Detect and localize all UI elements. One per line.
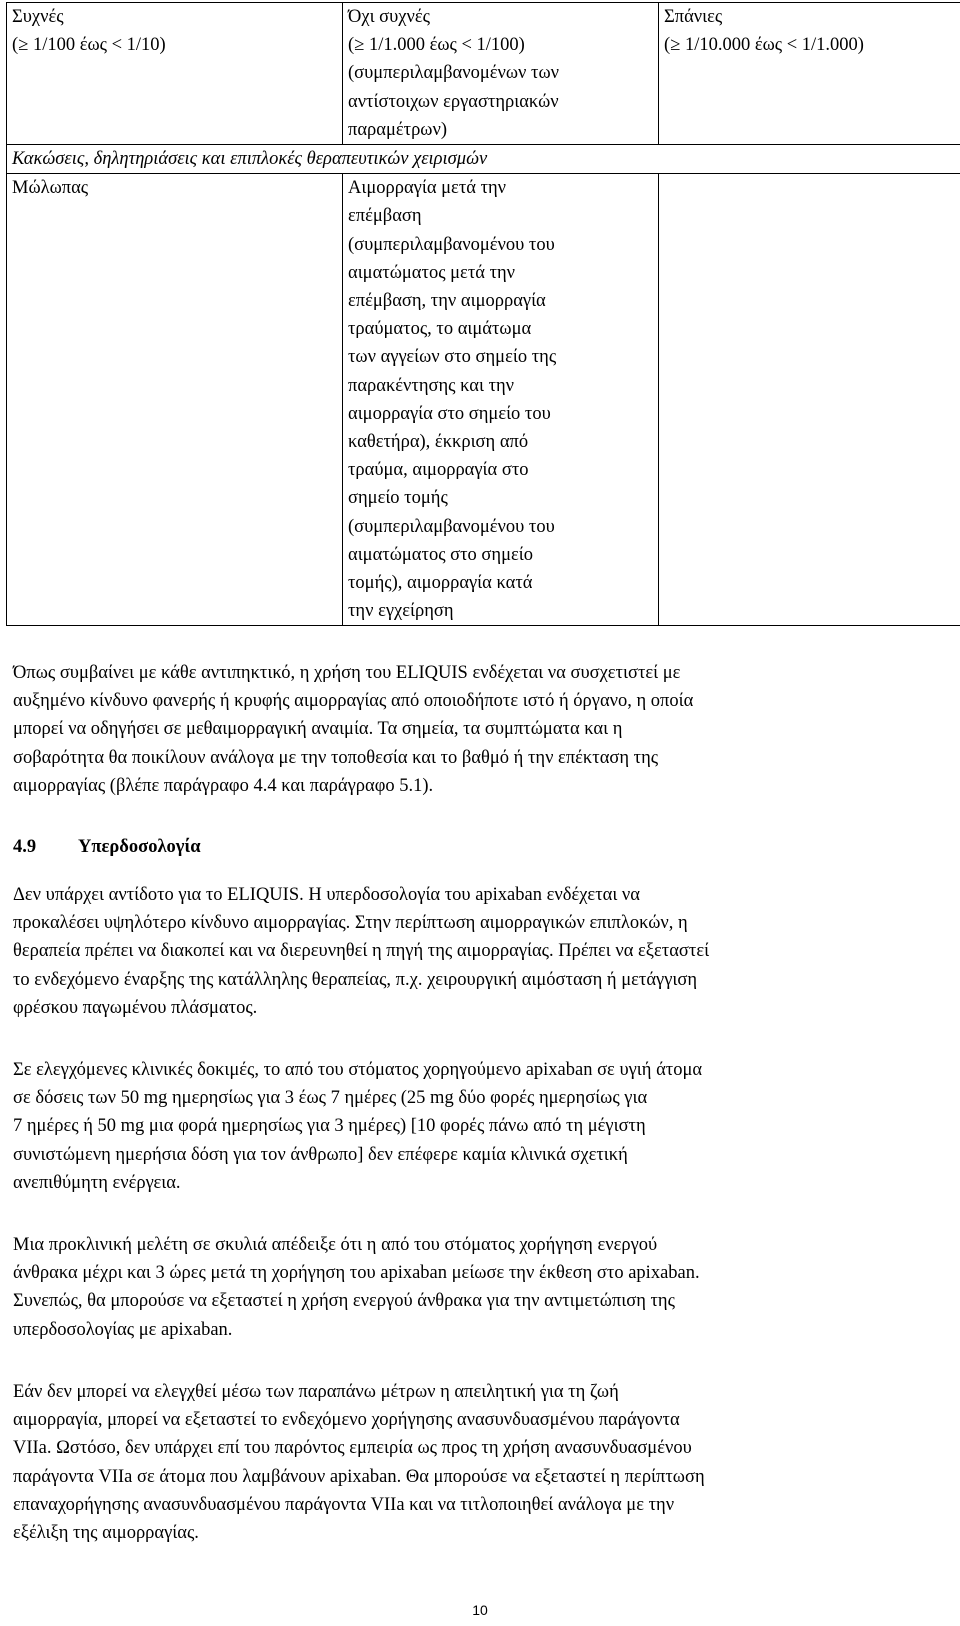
paragraph-no-antidote: Δεν υπάρχει αντίδοτο για το ELIQUIS. Η υπερδοσολογία του apixaban ενδέχεται να προκαλέσει υψηλότερο κίνδυνο αιμορραγίας. Στην περίπτωση αιμορραγικών επιπλοκών, η θεραπεία πρέπει να διακοπεί και να διερευνηθεί η πηγή της αιμορραγίας. Πρέπει να εξεταστεί το ενδεχόμενο έναρξης της κατάλληλης θεραπείας, π.χ. χειρουργική αιμόσταση ή μετάγγιση φρέσκου παγωμένου πλάσματος. <box>13 885 710 1018</box>
paragraph-activated-charcoal: Μια προκλινική μελέτη σε σκυλιά απέδειξε ότι η από του στόματος χορήγηση ενεργού άνθρακα μέχρι και 3 ώρες μετά τη χορήγηση του apixaban μείωσε την έκθεση στο apixaban. Συνεπώς, θα μπορούσε να εξεταστεί η χρήση ενεργού άνθρακα για την αντιμετώπιση της υπερδοσολογίας με apixaban. <box>13 1235 700 1340</box>
section-number: 4.9 <box>13 837 37 857</box>
header-uncommon <box>343 3 659 145</box>
section-title-cell <box>7 145 960 174</box>
table-row <box>7 174 960 626</box>
paragraph-bleeding-risk: Όπως συμβαίνει με κάθε αντιπηκτικό, η χρήση του ELIQUIS ενδέχεται να συσχετιστεί με αυξημένο κίνδυνο φανερής ή κρυφής αιμορραγίας από οποιοδήποτε ιστό ή όργανο, η οποία μπορεί να οδηγήσει σε μεθαιμορραγική αναιμία. Τα σημεία, τα συμπτώματα και η σοβαρότητα θα ποικίλουν ανάλογα με την τοποθεσία και το βαθμό ή την επέκταση της αιμορραγίας (βλέπε παράγραφο 4.4 και παράγραφο 5.1). <box>13 663 694 796</box>
cell-common-text: Μώλωπας <box>12 178 89 199</box>
header-common <box>7 3 343 145</box>
cell-rare <box>659 174 960 626</box>
cell-uncommon-text: Αιμορραγία μετά την επέμβαση (συμπεριλαμβανομένου του αιματώματος μετά την επέμβαση, την αιμορραγία τραύματος, το αιμάτωμα των αγγείων στο σημείο της παρακέντησης και την αιμορραγία στο σημείο του καθετήρα), έκκριση από τραύμα, αιμορραγία στο σημείο τομής (συμπεριλαμβανομένου του αιματώματος στο σημείο τομής), αιμορραγία κατά την εγχείρηση <box>348 178 557 622</box>
cell-uncommon <box>343 174 659 626</box>
header-uncommon-text: Όχι συχνές (≥ 1/1.000 έως < 1/100) (συμπεριλαμβανομένων των αντίστοιχων εργαστηριακών παραμέτρων) <box>348 7 560 140</box>
paragraph-factor-viia: Εάν δεν μπορεί να ελεγχθεί μέσω των παραπάνω μέτρων η απειλητική για τη ζωή αιμορραγία, μπορεί να εξεταστεί το ενδεχόμενο χορήγησης ανασυνδυασμένου παράγοντα VIIa. Ωστόσο, δεν υπάρχει επί του παρόντος εμπειρία ως προς τη χρήση ανασυνδυασμένου παράγοντα VIIa σε άτομα που λαμβάνουν apixaban. Θα μπορούσε να εξεταστεί η περίπτωση επαναχορήγησης ανασυνδυασμένου παράγοντα VIIa και να τιτλοποιηθεί ανάλογα με την εξέλιξη της αιμορραγίας. <box>13 1382 705 1544</box>
paragraph-clinical-trials: Σε ελεγχόμενες κλινικές δοκιμές, το από του στόματος χορηγούμενο apixaban σε υγιή άτομα σε δόσεις των 50 mg ημερησίως για 3 έως 7 ημέρες (25 mg δύο φορές ημερησίως για 7 ημέρες ή 50 mg μια φορά ημερησίως για 3 ημέρες) [10 φορές πάνω από τη μέγιστη συνιστώμενη ημερήσια δόση για τον άνθρωπο] δεν επέφερε καμία κλινικά σχετική ανεπιθύμητη ενέργεια. <box>13 1060 703 1193</box>
section-title-text: Κακώσεις, δηλητηριάσεις και επιπλοκές θεραπευτικών χειρισμών <box>12 149 488 170</box>
header-rare <box>659 3 960 145</box>
header-rare-text: Σπάνιες (≥ 1/10.000 έως < 1/1.000) <box>664 7 864 56</box>
header-common-text: Συχνές (≥ 1/100 έως < 1/10) <box>12 7 166 56</box>
adverse-reactions-table <box>6 2 960 626</box>
section-title: Υπερδοσολογία <box>78 837 201 857</box>
cell-common <box>7 174 343 626</box>
page-number: 10 <box>472 1602 488 1618</box>
section-heading <box>13 833 201 861</box>
table-header-row <box>7 3 960 145</box>
table-section-row <box>7 145 960 174</box>
